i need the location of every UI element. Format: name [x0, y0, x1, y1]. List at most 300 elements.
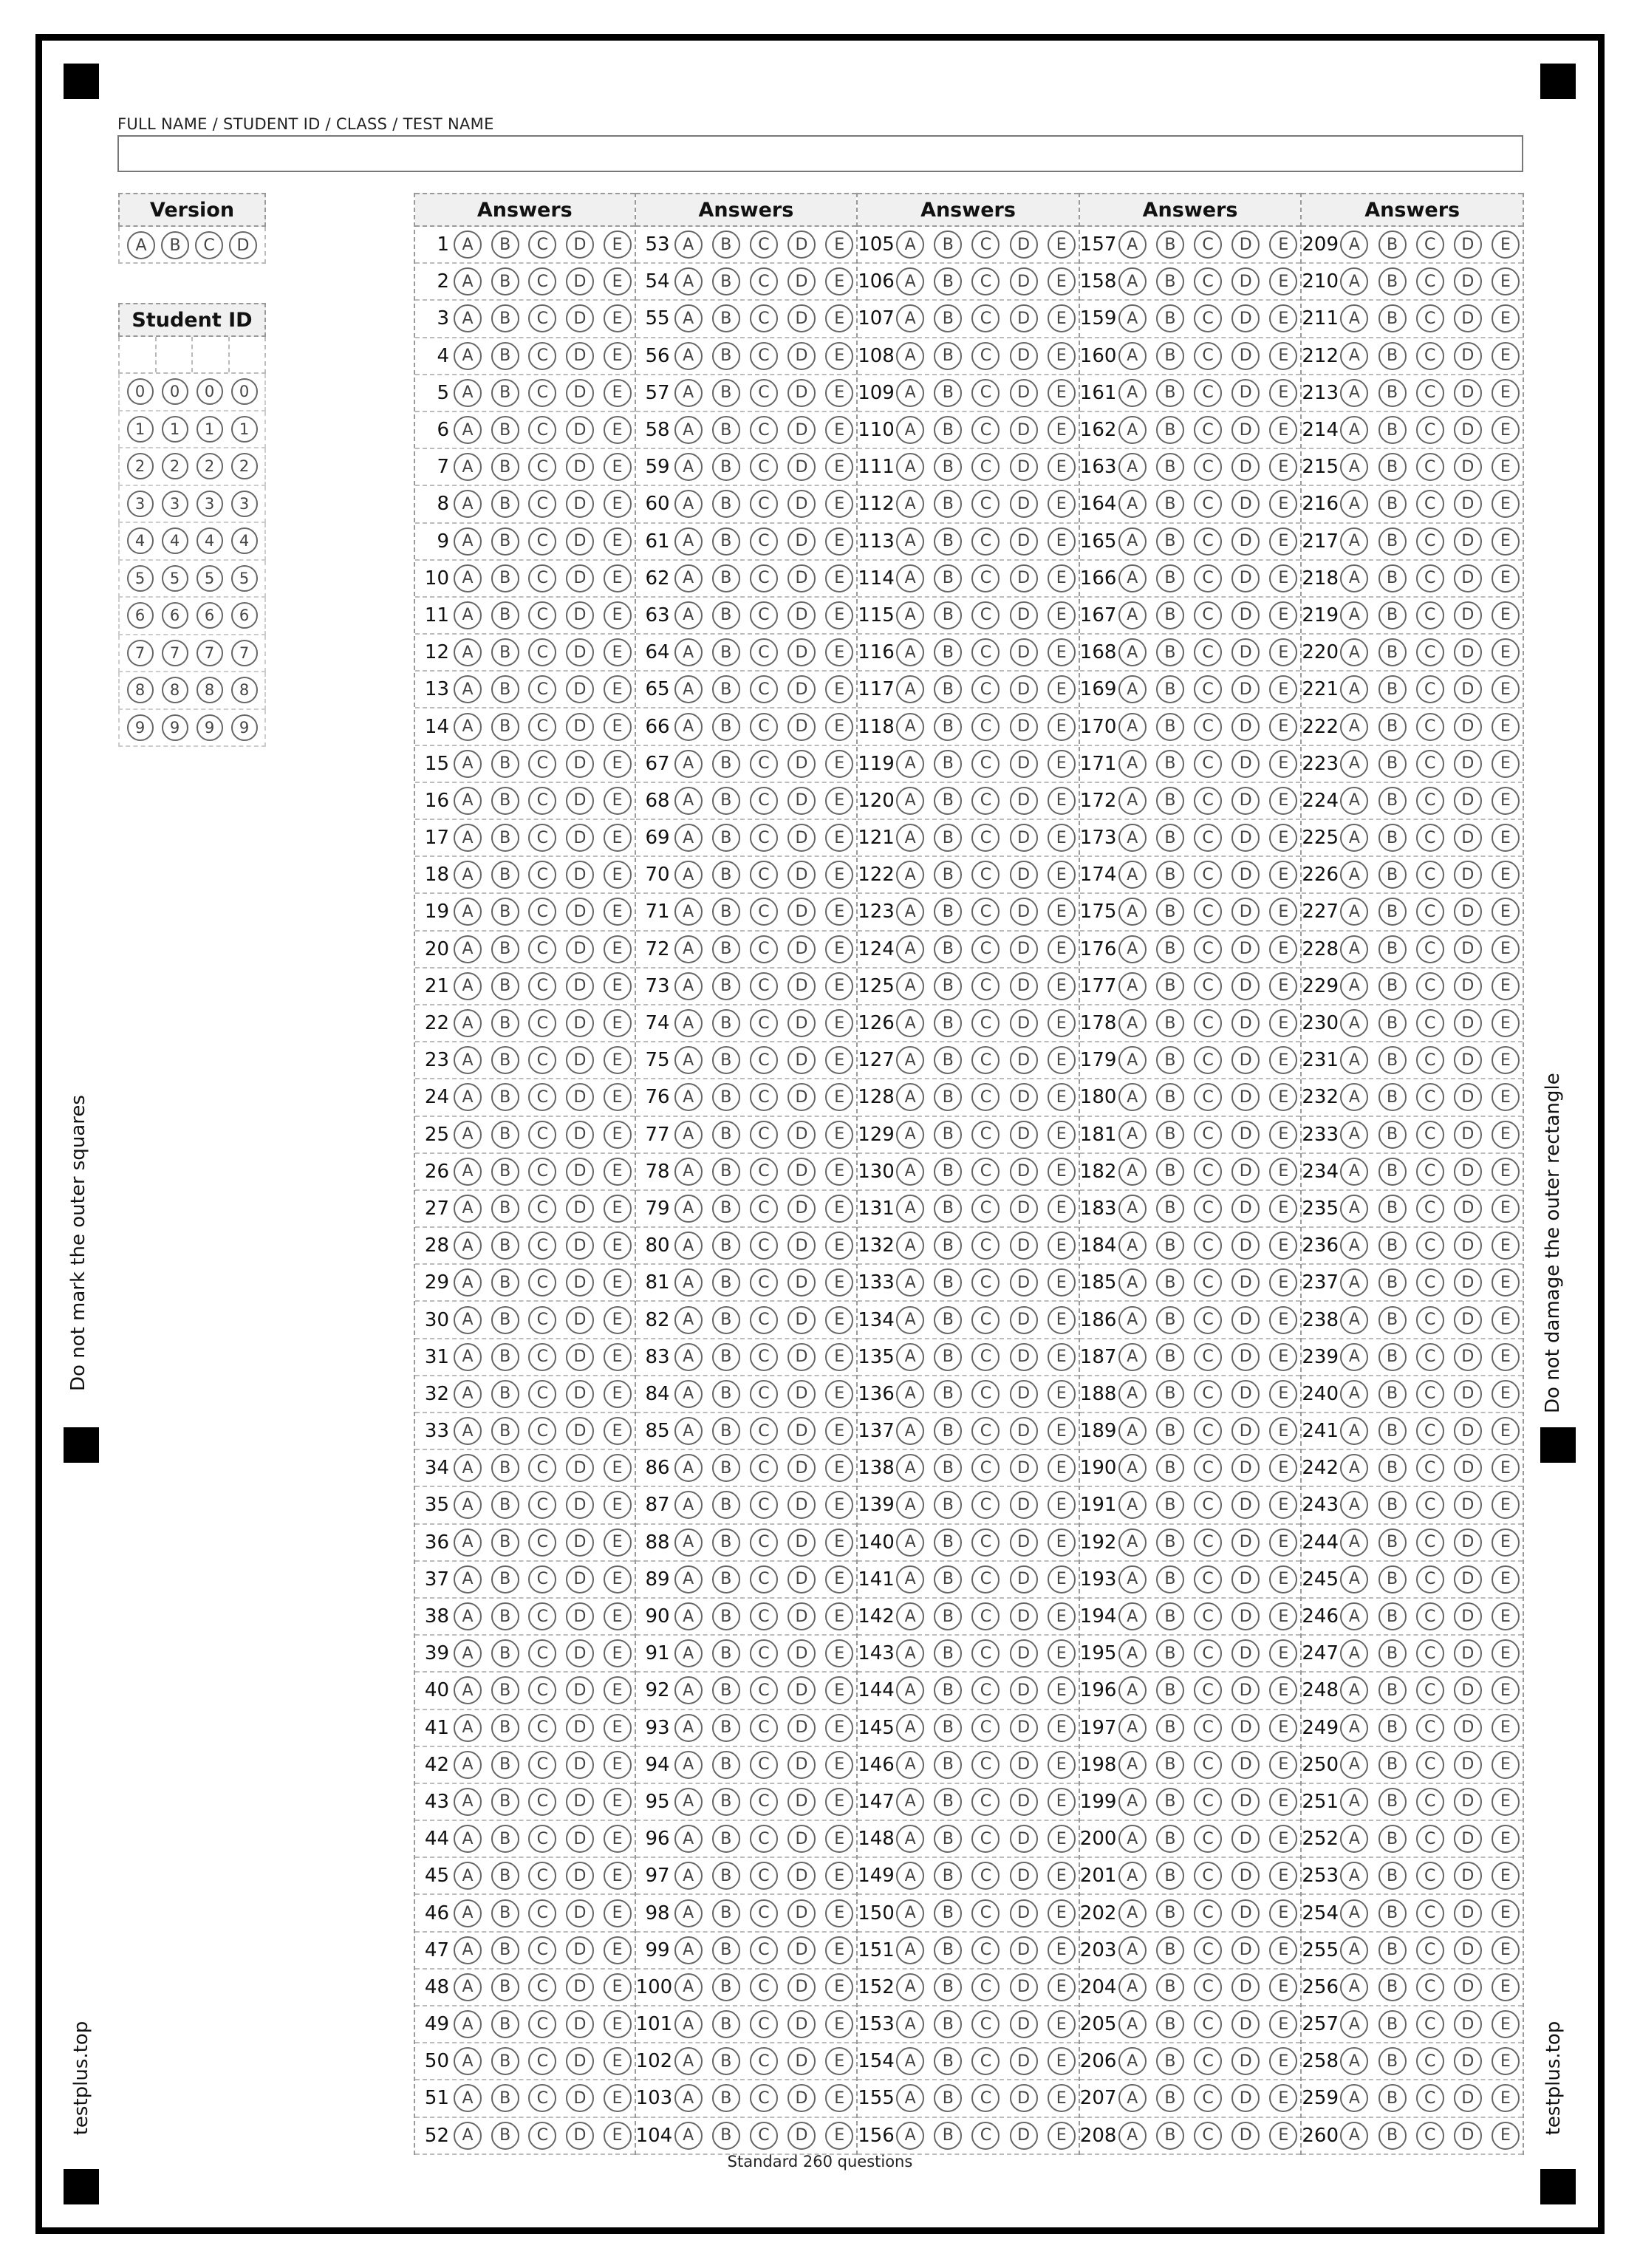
answer-bubble-b[interactable]: B	[934, 1083, 962, 1111]
answer-bubble-e[interactable]: E	[1048, 267, 1076, 296]
answer-bubble-b[interactable]: B	[934, 898, 962, 926]
answer-bubble-a[interactable]: A	[1118, 1973, 1147, 2001]
answer-bubble-b[interactable]: B	[934, 2084, 962, 2112]
answer-bubble-a[interactable]: A	[454, 1788, 482, 1816]
answer-bubble-d[interactable]: D	[566, 1565, 594, 1594]
student-id-bubble[interactable]: 4	[127, 527, 154, 554]
answer-bubble-c[interactable]: C	[528, 379, 556, 407]
answer-bubble-b[interactable]: B	[1156, 230, 1184, 259]
answer-bubble-b[interactable]: B	[491, 1121, 519, 1149]
answer-bubble-a[interactable]: A	[1118, 1454, 1147, 1482]
answer-bubble-b[interactable]: B	[491, 304, 519, 332]
answer-bubble-c[interactable]: C	[971, 713, 1000, 741]
answer-bubble-d[interactable]: D	[1454, 1676, 1482, 1704]
answer-bubble-b[interactable]: B	[934, 1009, 962, 1037]
answer-bubble-c[interactable]: C	[528, 453, 556, 481]
answer-bubble-c[interactable]: C	[750, 416, 778, 444]
answer-bubble-e[interactable]: E	[604, 416, 632, 444]
answer-bubble-a[interactable]: A	[454, 1083, 482, 1111]
answer-bubble-a[interactable]: A	[674, 490, 703, 518]
answer-bubble-e[interactable]: E	[825, 1714, 853, 1742]
answer-bubble-b[interactable]: B	[1378, 935, 1407, 963]
answer-bubble-b[interactable]: B	[491, 2047, 519, 2075]
answer-bubble-d[interactable]: D	[1231, 1083, 1260, 1111]
answer-bubble-a[interactable]: A	[1340, 1973, 1368, 2001]
answer-bubble-b[interactable]: B	[934, 304, 962, 332]
answer-bubble-c[interactable]: C	[1194, 1083, 1222, 1111]
answer-bubble-b[interactable]: B	[491, 713, 519, 741]
answer-bubble-d[interactable]: D	[1454, 2122, 1482, 2150]
answer-bubble-a[interactable]: A	[1340, 1343, 1368, 1371]
answer-bubble-a[interactable]: A	[896, 379, 924, 407]
answer-bubble-b[interactable]: B	[712, 824, 740, 852]
answer-bubble-e[interactable]: E	[1048, 1121, 1076, 1149]
answer-bubble-e[interactable]: E	[1492, 1788, 1520, 1816]
answer-bubble-e[interactable]: E	[1269, 972, 1297, 1000]
student-id-bubble[interactable]: 5	[127, 565, 154, 592]
answer-bubble-d[interactable]: D	[1231, 1528, 1260, 1557]
answer-bubble-d[interactable]: D	[566, 1676, 594, 1704]
answer-bubble-c[interactable]: C	[971, 1973, 1000, 2001]
answer-bubble-b[interactable]: B	[1378, 1121, 1407, 1149]
answer-bubble-e[interactable]: E	[1492, 1491, 1520, 1519]
answer-bubble-c[interactable]: C	[1194, 1936, 1222, 1964]
answer-bubble-b[interactable]: B	[1378, 1009, 1407, 1037]
answer-bubble-d[interactable]: D	[566, 1380, 594, 1408]
answer-bubble-a[interactable]: A	[896, 453, 924, 481]
answer-bubble-d[interactable]: D	[566, 1343, 594, 1371]
answer-bubble-d[interactable]: D	[1010, 1268, 1038, 1297]
answer-bubble-b[interactable]: B	[712, 1380, 740, 1408]
answer-bubble-b[interactable]: B	[491, 1676, 519, 1704]
answer-bubble-c[interactable]: C	[1194, 527, 1222, 556]
answer-bubble-e[interactable]: E	[1269, 1788, 1297, 1816]
answer-bubble-a[interactable]: A	[1118, 1899, 1147, 1927]
answer-bubble-b[interactable]: B	[1156, 2047, 1184, 2075]
answer-bubble-e[interactable]: E	[604, 1639, 632, 1667]
answer-bubble-a[interactable]: A	[896, 972, 924, 1000]
answer-bubble-d[interactable]: D	[566, 1083, 594, 1111]
answer-bubble-d[interactable]: D	[787, 972, 816, 1000]
answer-bubble-d[interactable]: D	[566, 824, 594, 852]
answer-bubble-b[interactable]: B	[1378, 1825, 1407, 1853]
answer-bubble-d[interactable]: D	[566, 1417, 594, 1445]
answer-bubble-e[interactable]: E	[1492, 2047, 1520, 2075]
answer-bubble-e[interactable]: E	[1492, 1676, 1520, 1704]
answer-bubble-d[interactable]: D	[1010, 564, 1038, 592]
answer-bubble-c[interactable]: C	[750, 824, 778, 852]
answer-bubble-d[interactable]: D	[1454, 1862, 1482, 1890]
answer-bubble-e[interactable]: E	[825, 453, 853, 481]
answer-bubble-c[interactable]: C	[528, 601, 556, 629]
answer-bubble-d[interactable]: D	[1454, 1454, 1482, 1482]
answer-bubble-a[interactable]: A	[674, 2084, 703, 2112]
answer-bubble-d[interactable]: D	[787, 1083, 816, 1111]
answer-bubble-c[interactable]: C	[1194, 1121, 1222, 1149]
answer-bubble-c[interactable]: C	[528, 638, 556, 666]
answer-bubble-e[interactable]: E	[1492, 1973, 1520, 2001]
answer-bubble-a[interactable]: A	[1340, 1454, 1368, 1482]
answer-bubble-b[interactable]: B	[1378, 1158, 1407, 1186]
answer-bubble-d[interactable]: D	[1010, 490, 1038, 518]
answer-bubble-c[interactable]: C	[971, 1751, 1000, 1779]
answer-bubble-d[interactable]: D	[1231, 1268, 1260, 1297]
answer-bubble-e[interactable]: E	[1492, 1528, 1520, 1557]
answer-bubble-d[interactable]: D	[566, 1825, 594, 1853]
answer-bubble-b[interactable]: B	[712, 972, 740, 1000]
answer-bubble-a[interactable]: A	[896, 1046, 924, 1074]
answer-bubble-b[interactable]: B	[712, 861, 740, 889]
student-id-bubble[interactable]: 4	[231, 527, 258, 554]
answer-bubble-b[interactable]: B	[712, 750, 740, 778]
answer-bubble-b[interactable]: B	[712, 675, 740, 703]
answer-bubble-c[interactable]: C	[1194, 416, 1222, 444]
answer-bubble-c[interactable]: C	[528, 564, 556, 592]
answer-bubble-e[interactable]: E	[1269, 342, 1297, 370]
answer-bubble-c[interactable]: C	[971, 453, 1000, 481]
answer-bubble-b[interactable]: B	[1378, 1936, 1407, 1964]
answer-bubble-e[interactable]: E	[1269, 1009, 1297, 1037]
answer-bubble-c[interactable]: C	[528, 898, 556, 926]
answer-bubble-b[interactable]: B	[1156, 972, 1184, 1000]
answer-bubble-b[interactable]: B	[1378, 1973, 1407, 2001]
answer-bubble-b[interactable]: B	[1378, 638, 1407, 666]
answer-bubble-d[interactable]: D	[1454, 1268, 1482, 1297]
answer-bubble-a[interactable]: A	[1340, 1306, 1368, 1334]
answer-bubble-b[interactable]: B	[1378, 1343, 1407, 1371]
answer-bubble-d[interactable]: D	[566, 379, 594, 407]
answer-bubble-c[interactable]: C	[528, 1714, 556, 1742]
answer-bubble-d[interactable]: D	[566, 267, 594, 296]
answer-bubble-c[interactable]: C	[971, 230, 1000, 259]
answer-bubble-b[interactable]: B	[934, 1417, 962, 1445]
answer-bubble-c[interactable]: C	[750, 453, 778, 481]
answer-bubble-c[interactable]: C	[1416, 416, 1444, 444]
answer-bubble-c[interactable]: C	[971, 564, 1000, 592]
answer-bubble-b[interactable]: B	[1156, 1825, 1184, 1853]
answer-bubble-d[interactable]: D	[1231, 1676, 1260, 1704]
answer-bubble-d[interactable]: D	[1231, 1491, 1260, 1519]
answer-bubble-b[interactable]: B	[1378, 2122, 1407, 2150]
answer-bubble-c[interactable]: C	[750, 1083, 778, 1111]
answer-bubble-e[interactable]: E	[1492, 2010, 1520, 2038]
answer-bubble-c[interactable]: C	[971, 490, 1000, 518]
answer-bubble-b[interactable]: B	[1378, 713, 1407, 741]
student-id-bubble[interactable]: 3	[197, 491, 223, 517]
answer-bubble-a[interactable]: A	[674, 1528, 703, 1557]
answer-bubble-a[interactable]: A	[454, 490, 482, 518]
answer-bubble-c[interactable]: C	[750, 230, 778, 259]
answer-bubble-d[interactable]: D	[1231, 1158, 1260, 1186]
answer-bubble-a[interactable]: A	[454, 935, 482, 963]
answer-bubble-e[interactable]: E	[1048, 1862, 1076, 1890]
answer-bubble-a[interactable]: A	[674, 416, 703, 444]
answer-bubble-b[interactable]: B	[491, 787, 519, 815]
student-id-write-cell[interactable]	[230, 337, 265, 372]
answer-bubble-b[interactable]: B	[491, 898, 519, 926]
answer-bubble-d[interactable]: D	[787, 1268, 816, 1297]
answer-bubble-a[interactable]: A	[1118, 1343, 1147, 1371]
answer-bubble-b[interactable]: B	[1378, 787, 1407, 815]
answer-bubble-e[interactable]: E	[825, 2010, 853, 2038]
answer-bubble-e[interactable]: E	[1492, 1158, 1520, 1186]
answer-bubble-b[interactable]: B	[1156, 1528, 1184, 1557]
answer-bubble-b[interactable]: B	[1378, 1417, 1407, 1445]
answer-bubble-c[interactable]: C	[1194, 1899, 1222, 1927]
answer-bubble-e[interactable]: E	[1492, 379, 1520, 407]
answer-bubble-e[interactable]: E	[604, 1936, 632, 1964]
answer-bubble-e[interactable]: E	[604, 601, 632, 629]
answer-bubble-b[interactable]: B	[712, 1936, 740, 1964]
answer-bubble-e[interactable]: E	[1492, 490, 1520, 518]
answer-bubble-d[interactable]: D	[787, 527, 816, 556]
answer-bubble-c[interactable]: C	[750, 1491, 778, 1519]
answer-bubble-d[interactable]: D	[1010, 2047, 1038, 2075]
answer-bubble-b[interactable]: B	[1378, 1639, 1407, 1667]
answer-bubble-c[interactable]: C	[1416, 564, 1444, 592]
answer-bubble-e[interactable]: E	[1048, 1714, 1076, 1742]
answer-bubble-e[interactable]: E	[1048, 1195, 1076, 1223]
answer-bubble-c[interactable]: C	[971, 1528, 1000, 1557]
answer-bubble-e[interactable]: E	[604, 713, 632, 741]
answer-bubble-c[interactable]: C	[528, 1676, 556, 1704]
answer-bubble-c[interactable]: C	[528, 935, 556, 963]
answer-bubble-c[interactable]: C	[750, 1046, 778, 1074]
answer-bubble-d[interactable]: D	[787, 1380, 816, 1408]
answer-bubble-c[interactable]: C	[971, 750, 1000, 778]
answer-bubble-c[interactable]: C	[1416, 601, 1444, 629]
answer-bubble-e[interactable]: E	[825, 564, 853, 592]
answer-bubble-e[interactable]: E	[1269, 601, 1297, 629]
answer-bubble-e[interactable]: E	[1269, 1046, 1297, 1074]
answer-bubble-a[interactable]: A	[1118, 1417, 1147, 1445]
answer-bubble-a[interactable]: A	[1340, 1195, 1368, 1223]
answer-bubble-d[interactable]: D	[566, 638, 594, 666]
answer-bubble-c[interactable]: C	[971, 1936, 1000, 1964]
answer-bubble-e[interactable]: E	[825, 787, 853, 815]
answer-bubble-a[interactable]: A	[454, 527, 482, 556]
answer-bubble-a[interactable]: A	[454, 1751, 482, 1779]
student-id-bubble[interactable]: 8	[162, 677, 188, 703]
answer-bubble-a[interactable]: A	[674, 1825, 703, 1853]
answer-bubble-a[interactable]: A	[896, 2047, 924, 2075]
answer-bubble-c[interactable]: C	[528, 2010, 556, 2038]
answer-bubble-e[interactable]: E	[1048, 2084, 1076, 2112]
answer-bubble-b[interactable]: B	[491, 1046, 519, 1074]
answer-bubble-a[interactable]: A	[896, 230, 924, 259]
answer-bubble-b[interactable]: B	[1378, 1862, 1407, 1890]
answer-bubble-a[interactable]: A	[1340, 861, 1368, 889]
answer-bubble-a[interactable]: A	[1340, 2010, 1368, 2038]
answer-bubble-d[interactable]: D	[566, 1714, 594, 1742]
answer-bubble-d[interactable]: D	[1454, 638, 1482, 666]
answer-bubble-a[interactable]: A	[674, 1973, 703, 2001]
answer-bubble-d[interactable]: D	[1010, 2122, 1038, 2150]
answer-bubble-a[interactable]: A	[674, 1343, 703, 1371]
answer-bubble-a[interactable]: A	[896, 898, 924, 926]
answer-bubble-e[interactable]: E	[1269, 1899, 1297, 1927]
answer-bubble-d[interactable]: D	[1231, 2010, 1260, 2038]
answer-bubble-a[interactable]: A	[1340, 379, 1368, 407]
answer-bubble-c[interactable]: C	[1194, 490, 1222, 518]
answer-bubble-e[interactable]: E	[1269, 1306, 1297, 1334]
answer-bubble-b[interactable]: B	[1156, 1232, 1184, 1260]
answer-bubble-c[interactable]: C	[1416, 1417, 1444, 1445]
answer-bubble-d[interactable]: D	[1010, 1232, 1038, 1260]
answer-bubble-e[interactable]: E	[1269, 1714, 1297, 1742]
answer-bubble-a[interactable]: A	[1340, 230, 1368, 259]
answer-bubble-c[interactable]: C	[528, 1973, 556, 2001]
answer-bubble-a[interactable]: A	[674, 564, 703, 592]
answer-bubble-b[interactable]: B	[712, 416, 740, 444]
answer-bubble-a[interactable]: A	[896, 2084, 924, 2112]
answer-bubble-a[interactable]: A	[1118, 527, 1147, 556]
answer-bubble-d[interactable]: D	[1454, 1899, 1482, 1927]
answer-bubble-c[interactable]: C	[750, 1936, 778, 1964]
answer-bubble-d[interactable]: D	[1454, 787, 1482, 815]
answer-bubble-c[interactable]: C	[971, 638, 1000, 666]
student-id-bubble[interactable]: 6	[231, 602, 258, 629]
answer-bubble-e[interactable]: E	[1048, 1751, 1076, 1779]
answer-bubble-a[interactable]: A	[674, 1565, 703, 1594]
answer-bubble-b[interactable]: B	[1378, 1046, 1407, 1074]
answer-bubble-a[interactable]: A	[674, 342, 703, 370]
answer-bubble-c[interactable]: C	[528, 1899, 556, 1927]
student-id-bubble[interactable]: 5	[197, 565, 223, 592]
answer-bubble-e[interactable]: E	[1492, 898, 1520, 926]
answer-bubble-d[interactable]: D	[1231, 1899, 1260, 1927]
answer-bubble-d[interactable]: D	[1454, 490, 1482, 518]
answer-bubble-d[interactable]: D	[1454, 1195, 1482, 1223]
answer-bubble-a[interactable]: A	[674, 1083, 703, 1111]
answer-bubble-a[interactable]: A	[674, 1380, 703, 1408]
answer-bubble-c[interactable]: C	[1416, 1046, 1444, 1074]
answer-bubble-b[interactable]: B	[934, 1862, 962, 1890]
answer-bubble-d[interactable]: D	[1231, 861, 1260, 889]
student-id-bubble[interactable]: 3	[231, 491, 258, 517]
answer-bubble-b[interactable]: B	[1378, 2047, 1407, 2075]
answer-bubble-e[interactable]: E	[1492, 1602, 1520, 1630]
answer-bubble-a[interactable]: A	[896, 1343, 924, 1371]
answer-bubble-d[interactable]: D	[1231, 713, 1260, 741]
answer-bubble-b[interactable]: B	[712, 713, 740, 741]
answer-bubble-a[interactable]: A	[674, 1676, 703, 1704]
answer-bubble-a[interactable]: A	[454, 564, 482, 592]
answer-bubble-e[interactable]: E	[1269, 267, 1297, 296]
answer-bubble-c[interactable]: C	[971, 1862, 1000, 1890]
answer-bubble-e[interactable]: E	[1269, 898, 1297, 926]
answer-bubble-e[interactable]: E	[1048, 1083, 1076, 1111]
answer-bubble-d[interactable]: D	[566, 1528, 594, 1557]
answer-bubble-c[interactable]: C	[750, 1158, 778, 1186]
answer-bubble-b[interactable]: B	[934, 1491, 962, 1519]
answer-bubble-e[interactable]: E	[604, 2122, 632, 2150]
answer-bubble-b[interactable]: B	[934, 861, 962, 889]
answer-bubble-e[interactable]: E	[1492, 1862, 1520, 1890]
answer-bubble-a[interactable]: A	[1118, 1565, 1147, 1594]
answer-bubble-b[interactable]: B	[491, 1380, 519, 1408]
answer-bubble-e[interactable]: E	[1492, 972, 1520, 1000]
answer-bubble-a[interactable]: A	[454, 2122, 482, 2150]
answer-bubble-b[interactable]: B	[934, 1973, 962, 2001]
answer-bubble-a[interactable]: A	[1340, 935, 1368, 963]
answer-bubble-b[interactable]: B	[712, 1825, 740, 1853]
answer-bubble-b[interactable]: B	[1378, 1454, 1407, 1482]
answer-bubble-a[interactable]: A	[454, 1306, 482, 1334]
answer-bubble-c[interactable]: C	[1194, 1417, 1222, 1445]
answer-bubble-b[interactable]: B	[1378, 1602, 1407, 1630]
answer-bubble-a[interactable]: A	[896, 787, 924, 815]
answer-bubble-c[interactable]: C	[1416, 1232, 1444, 1260]
answer-bubble-c[interactable]: C	[1194, 1158, 1222, 1186]
answer-bubble-a[interactable]: A	[674, 1417, 703, 1445]
answer-bubble-a[interactable]: A	[1118, 1083, 1147, 1111]
answer-bubble-d[interactable]: D	[787, 490, 816, 518]
answer-bubble-c[interactable]: C	[528, 1862, 556, 1890]
answer-bubble-c[interactable]: C	[528, 230, 556, 259]
answer-bubble-c[interactable]: C	[1194, 1825, 1222, 1853]
answer-bubble-a[interactable]: A	[1340, 1417, 1368, 1445]
answer-bubble-a[interactable]: A	[896, 416, 924, 444]
answer-bubble-c[interactable]: C	[1194, 675, 1222, 703]
answer-bubble-a[interactable]: A	[1340, 1380, 1368, 1408]
answer-bubble-d[interactable]: D	[1454, 304, 1482, 332]
answer-bubble-a[interactable]: A	[896, 564, 924, 592]
answer-bubble-c[interactable]: C	[971, 527, 1000, 556]
answer-bubble-e[interactable]: E	[604, 750, 632, 778]
answer-bubble-c[interactable]: C	[1194, 824, 1222, 852]
answer-bubble-c[interactable]: C	[750, 1009, 778, 1037]
answer-bubble-c[interactable]: C	[1416, 1788, 1444, 1816]
answer-bubble-c[interactable]: C	[750, 1751, 778, 1779]
answer-bubble-c[interactable]: C	[1416, 898, 1444, 926]
answer-bubble-d[interactable]: D	[1231, 1232, 1260, 1260]
answer-bubble-d[interactable]: D	[1010, 1417, 1038, 1445]
answer-bubble-c[interactable]: C	[1416, 2010, 1444, 2038]
answer-bubble-a[interactable]: A	[674, 1602, 703, 1630]
answer-bubble-a[interactable]: A	[1340, 1565, 1368, 1594]
answer-bubble-a[interactable]: A	[1340, 824, 1368, 852]
answer-bubble-a[interactable]: A	[454, 1899, 482, 1927]
answer-bubble-c[interactable]: C	[750, 1973, 778, 2001]
answer-bubble-b[interactable]: B	[491, 1528, 519, 1557]
answer-bubble-d[interactable]: D	[566, 1195, 594, 1223]
answer-bubble-a[interactable]: A	[674, 304, 703, 332]
answer-bubble-e[interactable]: E	[825, 638, 853, 666]
answer-bubble-e[interactable]: E	[1048, 1158, 1076, 1186]
answer-bubble-e[interactable]: E	[1492, 2122, 1520, 2150]
answer-bubble-a[interactable]: A	[1118, 1306, 1147, 1334]
answer-bubble-a[interactable]: A	[1118, 564, 1147, 592]
answer-bubble-e[interactable]: E	[825, 1009, 853, 1037]
answer-bubble-a[interactable]: A	[1118, 1268, 1147, 1297]
answer-bubble-c[interactable]: C	[1194, 713, 1222, 741]
answer-bubble-b[interactable]: B	[491, 1825, 519, 1853]
answer-bubble-e[interactable]: E	[825, 1380, 853, 1408]
answer-bubble-b[interactable]: B	[1378, 898, 1407, 926]
answer-bubble-c[interactable]: C	[528, 267, 556, 296]
answer-bubble-a[interactable]: A	[1118, 1825, 1147, 1853]
student-id-bubble[interactable]: 0	[197, 378, 223, 405]
answer-bubble-a[interactable]: A	[454, 750, 482, 778]
answer-bubble-b[interactable]: B	[1156, 1343, 1184, 1371]
answer-bubble-a[interactable]: A	[896, 1639, 924, 1667]
answer-bubble-e[interactable]: E	[604, 1380, 632, 1408]
answer-bubble-c[interactable]: C	[971, 935, 1000, 963]
answer-bubble-d[interactable]: D	[1231, 1306, 1260, 1334]
answer-bubble-e[interactable]: E	[1048, 564, 1076, 592]
answer-bubble-a[interactable]: A	[1118, 416, 1147, 444]
